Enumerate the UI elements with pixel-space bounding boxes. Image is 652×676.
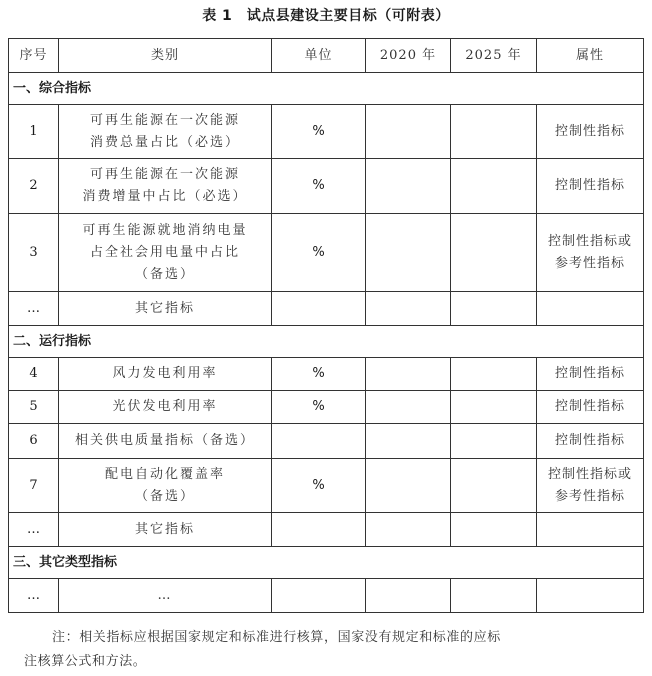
cell-seq: 5 [9,391,59,424]
cell-category [59,459,272,513]
cell-2025 [451,459,537,513]
cell-unit [272,579,366,613]
table-row [9,513,644,547]
cell-2020 [366,358,451,391]
cell-unit: % [272,358,366,391]
cell-unit: % [272,391,366,424]
attribute-line: 参考性指标 [554,255,625,271]
header-2020: 2020 年 [366,39,451,73]
section-row [9,73,644,105]
cell-attribute [537,459,644,513]
attribute-line: 控制性指标或 [547,466,632,482]
category-line: … [157,587,173,603]
category-line: 可再生能源就地消纳电量 [82,222,248,238]
cell-attribute [537,159,644,214]
cell-category [59,424,272,459]
category-line: （备选） [134,266,195,282]
section-label-1: 一、综合指标 [9,73,644,105]
cell-category [59,358,272,391]
cell-unit: % [272,459,366,513]
cell-category [59,214,272,292]
section-label-3: 三、其它类型指标 [9,547,644,579]
category-line: 配电自动化覆盖率 [104,466,225,482]
cell-category [59,159,272,214]
cell-2020 [366,214,451,292]
table-note [24,626,612,674]
note-line-1: 注：相关指标应根据国家规定和标准进行核算，国家没有规定和标准的应标 [52,630,501,645]
cell-seq: … [9,513,59,547]
cell-2025 [451,105,537,159]
cell-attribute [537,579,644,613]
cell-2025 [451,292,537,326]
category-line: 可再生能源在一次能源 [89,112,240,128]
cell-unit [272,292,366,326]
cell-unit: % [272,159,366,214]
cell-seq: 6 [9,424,59,459]
category-line: 光伏发电利用率 [112,399,218,414]
table-row [9,579,644,613]
cell-seq: 2 [9,159,59,214]
attribute-line: 控制性指标 [554,366,625,381]
attribute-line: 控制性指标 [554,399,625,414]
cell-2020 [366,459,451,513]
attribute-line: 控制性指标 [554,123,625,139]
table-row [9,391,644,424]
cell-2025 [451,214,537,292]
table-row [9,292,644,326]
cell-attribute [537,513,644,547]
cell-2020 [366,391,451,424]
cell-2020 [366,159,451,214]
cell-attribute [537,424,644,459]
table-row [9,159,644,214]
category-line: 可再生能源在一次能源 [89,167,240,182]
targets-table [8,38,644,613]
category-line: 其它指标 [134,521,195,537]
table-row [9,358,644,391]
cell-seq: 7 [9,459,59,513]
cell-unit: % [272,105,366,159]
cell-2025 [451,159,537,214]
cell-category [59,513,272,547]
category-line: 相关供电质量指标（备选） [74,433,255,448]
cell-2025 [451,579,537,613]
cell-2025 [451,513,537,547]
cell-2025 [451,391,537,424]
table-row [9,105,644,159]
category-line: （备选） [134,488,195,504]
cell-attribute [537,105,644,159]
cell-2025 [451,358,537,391]
attribute-line: 控制性指标 [554,433,625,448]
cell-2020 [366,579,451,613]
attribute-line: 控制性指标或 [547,233,632,249]
header-row [9,39,644,73]
cell-2020 [366,105,451,159]
note-line-2: 注核算公式和方法。 [24,654,147,669]
category-line: 消费总量占比（必选） [89,134,240,150]
cell-attribute [537,214,644,292]
cell-category [59,105,272,159]
header-seq: 序号 [9,39,59,73]
section-row [9,326,644,358]
table-row [9,424,644,459]
attribute-line: 参考性指标 [554,488,625,504]
cell-2020 [366,292,451,326]
cell-category [59,292,272,326]
section-label-2: 二、运行指标 [9,326,644,358]
cell-category [59,391,272,424]
attribute-line: 控制性指标 [554,178,625,193]
category-line: 占全社会用电量中占比 [89,244,240,260]
cell-unit [272,513,366,547]
table-title: 表 1 试点县建设主要目标（可附表） [202,8,450,24]
cell-2020 [366,424,451,459]
category-line: 其它指标 [134,300,195,316]
section-row [9,547,644,579]
cell-2020 [366,513,451,547]
header-category: 类别 [59,39,272,73]
cell-attribute [537,292,644,326]
cell-unit [272,424,366,459]
cell-unit: % [272,214,366,292]
category-line: 风力发电利用率 [112,366,218,381]
header-unit: 单位 [272,39,366,73]
cell-category [59,579,272,613]
cell-seq: 4 [9,358,59,391]
table-row [9,214,644,292]
cell-attribute [537,391,644,424]
cell-seq: … [9,292,59,326]
category-line: 消费增量中占比（必选） [82,189,248,204]
cell-seq: 3 [9,214,59,292]
cell-2025 [451,424,537,459]
cell-seq: … [9,579,59,613]
table-row [9,459,644,513]
header-attribute: 属性 [537,39,644,73]
cell-attribute [537,358,644,391]
cell-seq: 1 [9,105,59,159]
header-2025: 2025 年 [451,39,537,73]
